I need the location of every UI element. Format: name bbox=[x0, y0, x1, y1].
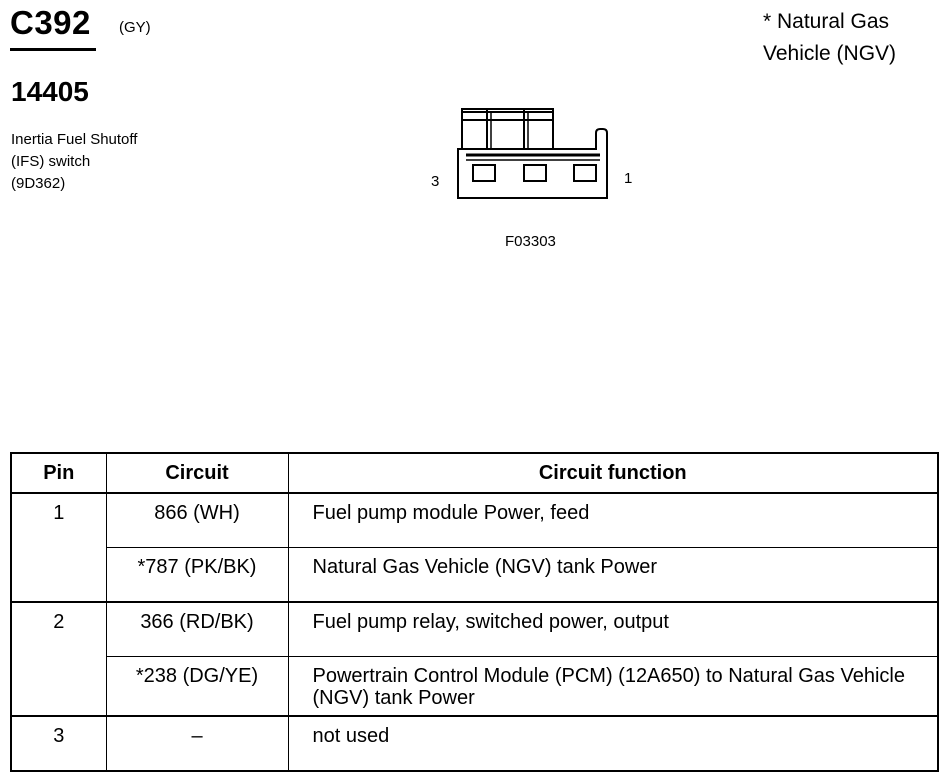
circuit-cell: 366 (RD/BK) bbox=[106, 602, 288, 657]
pin-cavity-1 bbox=[574, 165, 596, 181]
connector-latch bbox=[462, 109, 553, 149]
table-row bbox=[11, 548, 938, 603]
pinout-table bbox=[10, 452, 939, 772]
connector-id: C392 bbox=[10, 4, 91, 41]
pin-label-3: 3 bbox=[431, 173, 440, 190]
pin-cavity-3 bbox=[473, 165, 495, 181]
connector-face-diagram bbox=[420, 100, 650, 210]
pin-label-1: 1 bbox=[624, 170, 633, 187]
circuit-cell: – bbox=[106, 716, 288, 771]
header-function: Circuit function bbox=[288, 453, 938, 493]
description-line: (IFS) switch bbox=[11, 153, 91, 170]
component-description bbox=[11, 129, 211, 195]
connector-id-underline bbox=[10, 48, 96, 51]
ngv-footnote-line2: Vehicle (NGV) bbox=[763, 42, 897, 65]
function-cell: Natural Gas Vehicle (NGV) tank Power bbox=[288, 548, 938, 603]
table-row bbox=[11, 493, 938, 548]
circuit-cell: 866 (WH) bbox=[106, 493, 288, 548]
ngv-footnote bbox=[763, 6, 943, 70]
function-cell: Powertrain Control Module (PCM) (12A650) to Natural Gas Vehicle (NGV) tank Power bbox=[288, 657, 938, 717]
header-pin: Pin bbox=[11, 453, 106, 493]
header-circuit: Circuit bbox=[106, 453, 288, 493]
function-cell: not used bbox=[288, 716, 938, 771]
function-cell: Fuel pump relay, switched power, output bbox=[288, 602, 938, 657]
table-row bbox=[11, 716, 938, 771]
pin-cavity-2 bbox=[524, 165, 546, 181]
connector-color: (GY) bbox=[119, 19, 151, 36]
connector-body bbox=[458, 129, 607, 198]
circuit-cell: *238 (DG/YE) bbox=[106, 657, 288, 717]
circuit-cell: *787 (PK/BK) bbox=[106, 548, 288, 603]
part-number: 14405 bbox=[11, 76, 89, 107]
figure-code: F03303 bbox=[505, 233, 556, 250]
description-line: (9D362) bbox=[11, 175, 66, 192]
table-row bbox=[11, 657, 938, 717]
table-header-row bbox=[11, 453, 938, 493]
pin-cell: 2 bbox=[11, 602, 106, 716]
pin-cell: 1 bbox=[11, 493, 106, 602]
ngv-footnote-line1: * Natural Gas bbox=[763, 10, 890, 33]
function-cell: Fuel pump module Power, feed bbox=[288, 493, 938, 548]
pin-cell: 3 bbox=[11, 716, 106, 771]
description-line: Inertia Fuel Shutoff bbox=[11, 131, 138, 148]
table-row bbox=[11, 602, 938, 657]
